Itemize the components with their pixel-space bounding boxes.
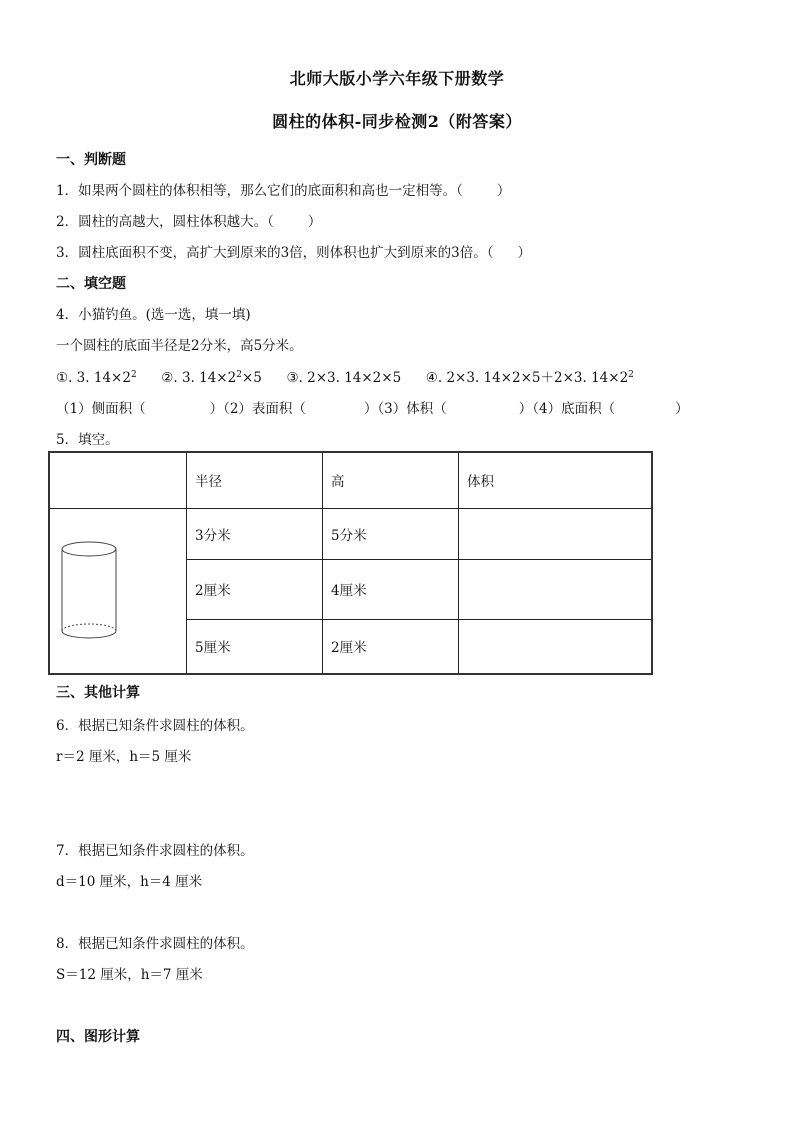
section-heading-judgement: 一、判断题 [56, 152, 126, 168]
question-6-text: 6．根据已知条件求圆柱的体积。 [56, 718, 254, 734]
question-4-blanks [56, 397, 689, 417]
document-title: 北师大版小学六年级下册数学 [289, 69, 505, 88]
table-header-radius: 半径 [187, 452, 323, 508]
height-cell: 5分米 [323, 508, 459, 559]
question-8-given: S＝12 厘米，h＝7 厘米 [56, 967, 203, 983]
table-row [49, 508, 652, 559]
section-heading-other-calc: 三、其他计算 [56, 685, 140, 701]
option-3: ③. 2×3. 14×2×5 [286, 370, 402, 386]
section-heading-fill-in: 二、填空题 [56, 276, 126, 292]
question-4-options [56, 366, 634, 386]
volume-label: ）（3）体积（ [363, 401, 447, 417]
lateral-area-label: （1）侧面积（ [56, 401, 146, 417]
close-paren: ） [517, 245, 532, 261]
document-subtitle: 圆柱的体积-同步检测2（附答案） [272, 112, 522, 131]
section-heading-figure-calc: 四、图形计算 [56, 1029, 140, 1045]
question-6-given: r＝2 厘米，h＝5 厘米 [56, 749, 192, 765]
height-cell: 2厘米 [323, 619, 459, 673]
cylinder-image-cell [49, 508, 187, 674]
question-4-text: 4．小猫钓鱼。(选一选，填一填) [56, 307, 251, 323]
radius-cell: 5厘米 [187, 619, 323, 673]
question-7-given: d＝10 厘米，h＝4 厘米 [56, 874, 203, 890]
radius-cell: 3分米 [187, 508, 323, 559]
close-paren: ） [675, 401, 689, 417]
close-paren: ） [307, 214, 322, 230]
question-2 [56, 210, 321, 230]
surface-area-label: ）（2）表面积（ [209, 401, 306, 417]
question-1 [56, 179, 510, 199]
option-4: ④. 2×3. 14×2×5＋2×3. $14\times 2^2$ [425, 370, 634, 386]
height-cell: 4厘米 [323, 559, 459, 619]
option-2: ②. 3. $14\times 2^2\times 5$ [161, 370, 262, 386]
question-3-text: 3．圆柱底面积不变，高扩大到原来的3倍，则体积也扩大到原来的3倍。（ [56, 245, 494, 261]
option-1: ①. 3. $14\times 2^2$ [56, 370, 137, 386]
volume-answer-cell[interactable] [459, 619, 653, 673]
table-header-height: 高 [323, 452, 459, 508]
base-area-label: ）（4）底面积（ [518, 401, 616, 417]
fill-in-table [48, 451, 653, 675]
table-header-row [49, 452, 652, 508]
question-7-text: 7．根据已知条件求圆柱的体积。 [56, 843, 254, 859]
question-4-given: 一个圆柱的底面半径是2分米，高5分米。 [56, 338, 303, 354]
question-8-text: 8．根据已知条件求圆柱的体积。 [56, 936, 254, 952]
question-1-text: 1．如果两个圆柱的体积相等，那么它们的底面积和高也一定相等。（ [56, 183, 463, 199]
question-5-text: 5．填空。 [56, 432, 119, 448]
volume-answer-cell[interactable] [459, 508, 653, 559]
cylinder-figure-icon [50, 509, 178, 669]
volume-answer-cell[interactable] [459, 559, 653, 619]
table-header-empty [49, 452, 187, 508]
radius-cell: 2厘米 [187, 559, 323, 619]
question-3 [56, 241, 531, 261]
close-paren: ） [496, 183, 511, 199]
table-header-volume: 体积 [459, 452, 653, 508]
question-2-text: 2．圆柱的高越大，圆柱体积越大。（ [56, 214, 274, 230]
